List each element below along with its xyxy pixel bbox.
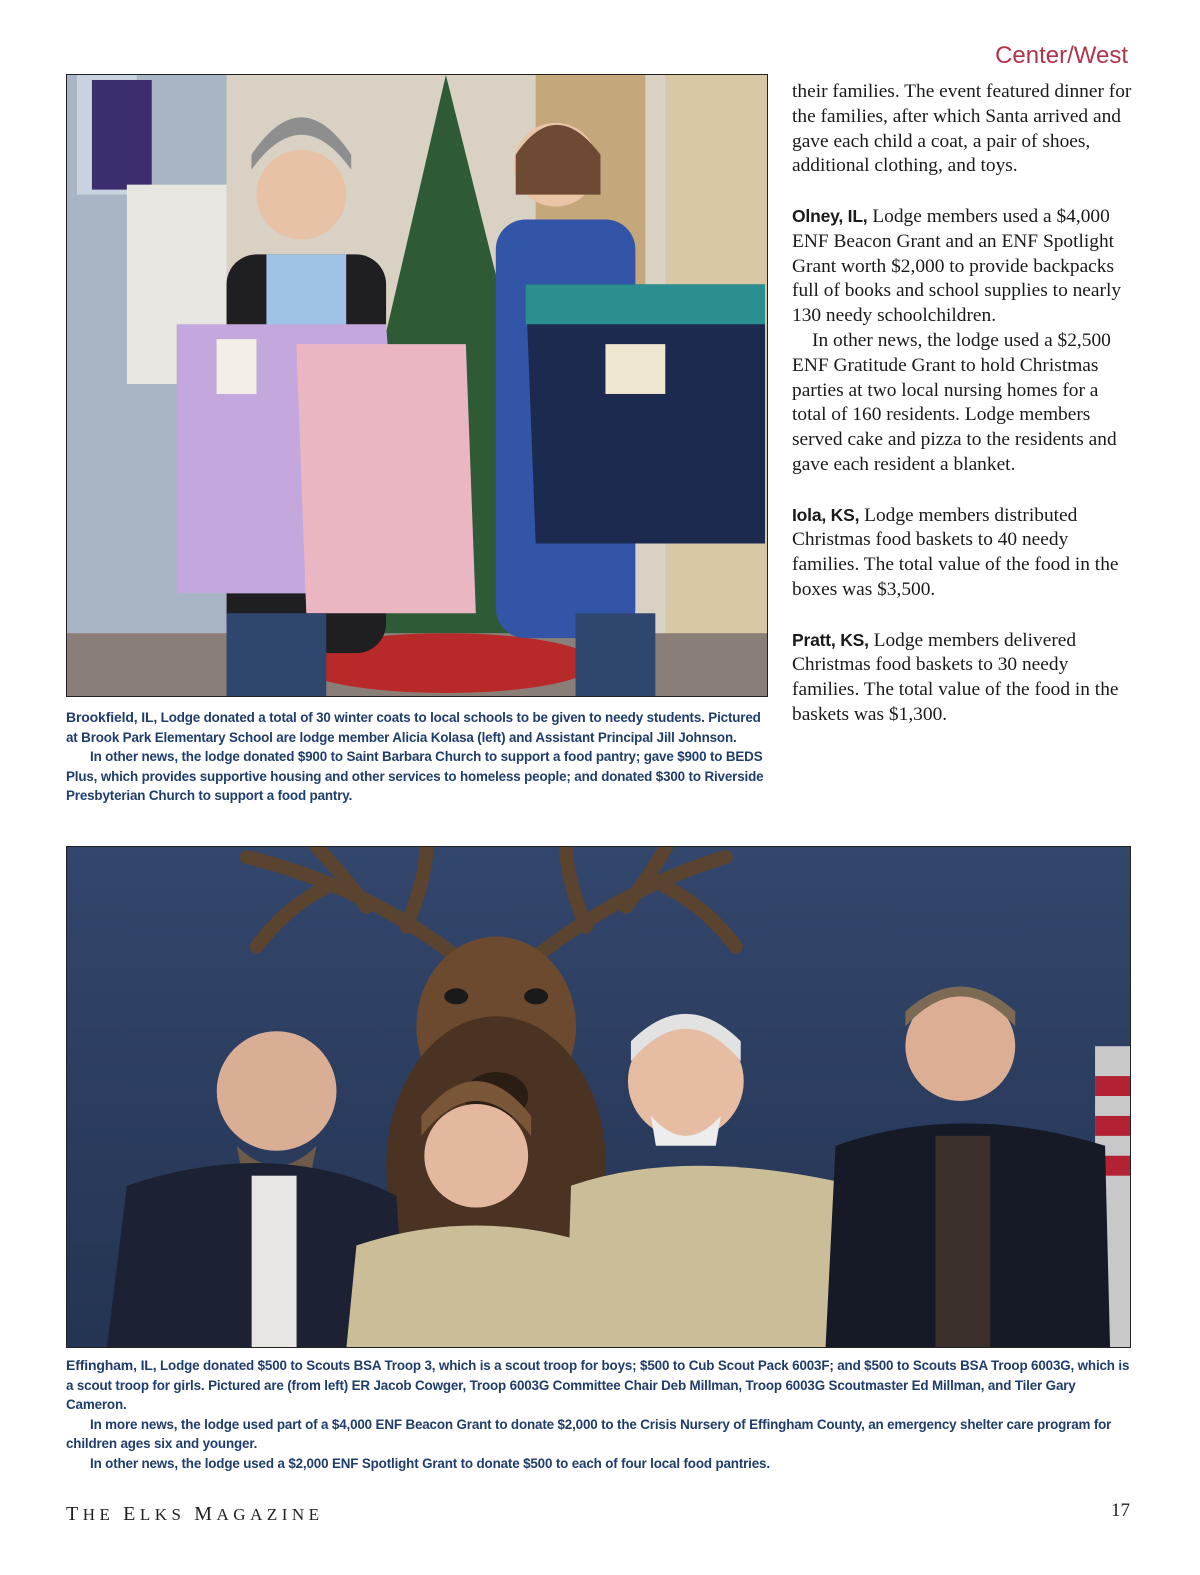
photo-scouts-donation	[66, 846, 1131, 1348]
title-part: AGAZINE	[216, 1505, 324, 1524]
caption-place: Brookfield, IL,	[66, 709, 158, 725]
caption-text: Lodge donated $500 to Scouts BSA Troop 3, which is a scout troop for boys; $500 to Cub Scout Pack 6003F; and $500 to Scouts BSA Troop 6003G, which is a scout troop for girls. Pictured are (from left) ER Jacob Cowger, Troop 6003G Committee Chair Deb Millman, Troop 6003G Scoutmaster Ed Millman, and Tiler Gary Cameron.	[66, 1358, 1130, 1412]
title-initial: E	[123, 1503, 140, 1525]
caption-more: In other news, the lodge used a $2,000 ENF Spotlight Grant to donate $500 to each of four local food pantries.	[90, 1455, 770, 1471]
article-paragraph-iola	[792, 503, 1132, 603]
caption-brookfield	[66, 708, 766, 806]
caption-more: In more news, the lodge used part of a $4,000 ENF Beacon Grant to donate $2,000 to the Crisis Nursery of Effingham County, an emergency shelter care program for children ages six and younger.	[66, 1416, 1112, 1451]
place-name: Iola, KS,	[792, 504, 860, 525]
caption-place: Effingham, IL,	[66, 1357, 157, 1373]
title-initial: T	[66, 1503, 83, 1525]
article-paragraph: their families. The event featured dinner for the families, after which Santa arrived and gave each child a coat, a pair of shoes, additional clothing, and toys.	[792, 81, 1132, 177]
page-number: 17	[1111, 1500, 1130, 1521]
magazine-title	[66, 1503, 324, 1526]
article-paragraph-olney	[792, 204, 1132, 329]
caption-text: Lodge donated a total of 30 winter coats to local schools to be given to needy students. Pictured at Brook Park Elementary School are lodge member Alicia Kolasa (left) and Assistant Principal Jill Johnson.	[66, 710, 761, 745]
title-initial: M	[194, 1503, 217, 1525]
title-part: LKS	[139, 1505, 195, 1524]
scouts-donation-image	[67, 847, 1130, 1347]
place-name: Olney, IL,	[792, 205, 868, 226]
caption-effingham	[66, 1356, 1136, 1473]
article-paragraph: In other news, the lodge used a $2,500 ENF Gratitude Grant to hold Christmas parties at two local nursing homes for a total of 160 residents. Lodge members served cake and pizza to the residents and gave each resident a blanket.	[792, 329, 1117, 475]
photo-coat-donation	[66, 74, 768, 697]
coat-donation-image	[67, 75, 767, 696]
place-name: Pratt, KS,	[792, 629, 869, 650]
paragraph-text: Lodge members used a $4,000 ENF Beacon Grant and an ENF Spotlight Grant worth $2,000 to provide backpacks full of books and school supplies to nearly 130 needy schoolchildren.	[792, 205, 1122, 327]
paragraph-text: Lodge members delivered Christmas food baskets to 30 needy families. The total value of the food in the baskets was $1,300.	[792, 629, 1119, 725]
article-column	[792, 80, 1132, 728]
caption-more: In other news, the lodge donated $900 to Saint Barbara Church to support a food pantry; gave $900 to BEDS Plus, which provides supportive housing and other services to homeless people; and donated $300 to Riverside Presbyterian Church to support a food pantry.	[66, 749, 764, 803]
title-part: HE	[82, 1505, 124, 1524]
article-paragraph-pratt	[792, 628, 1132, 728]
section-label: Center/West	[995, 42, 1128, 69]
paragraph-text: Lodge members distributed Christmas food baskets to 40 needy families. The total value of the food in the boxes was $3,500.	[792, 504, 1119, 600]
